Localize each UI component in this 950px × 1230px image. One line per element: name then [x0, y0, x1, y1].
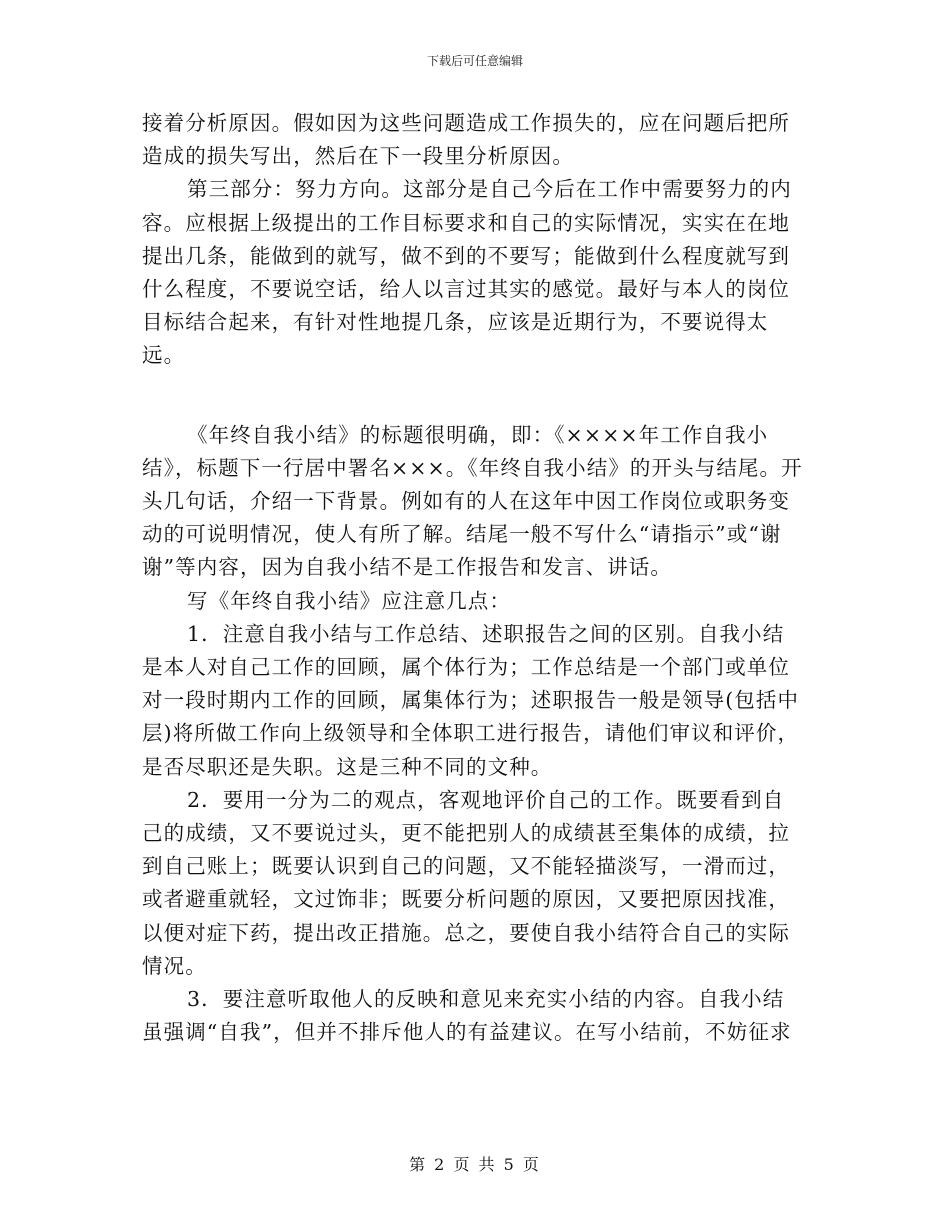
paragraph-point-2: 2．要用一分为二的观点，客观地评价自己的工作。既要看到自己的成绩，又不要说过头，更不能把别人的成绩甚至集体的成绩，拉到自己账上；既要认识到自己的问题，又不能轻描淡写，一滑而过，或者避重就轻，文过饰非；既要分析问题的原因，又要把原因找准，以便对症下药，提出改正措施。总之，要使自我小结符合自己的实际情况。 [142, 787, 790, 978]
document-body [142, 107, 804, 1049]
paragraph-point-3: 3．要注意听取他人的反映和意见来充实小结的内容。自我小结虽强调“自我”，但并不排斥他人的有益建议。在写小结前，不妨征求 [142, 987, 792, 1045]
paragraph-point-1: 1．注意自我小结与工作总结、述职报告之间的区别。自我小结是本人对自己工作的回顾，属个体行为；工作总结是一个部门或单位对一段时期内工作的回顾，属集体行为；述职报告一般是领导(包括中层)将所做工作向上级领导和全体职工进行报告，请他们审议和评价，是否尽职还是失职。这是三种不同的文种。 [142, 621, 800, 779]
paragraph-title-format: 《年终自我小结》的标题很明确，即：《××××年工作自我小结》，标题下一行居中署名×××。《年终自我小结》的开头与结尾。开头几句话，介绍一下背景。例如有的人在这年中因工作岗位或职务变动的可说明情况，使人有所了解。结尾一般不写什么“请指示”或“谢谢”等内容，因为自我小结不是工作报告和发言、讲话。 [142, 422, 803, 580]
page-number: 第 2 页 共 5 页 [409, 1155, 541, 1174]
paragraph-cause-analysis: 接着分析原因。假如因为这些问题造成工作损失的，应在问题后把所造成的损失写出，然后在下一段里分析原因。 [142, 111, 790, 169]
page-header-note: 下载后可任意编辑 [426, 54, 523, 68]
paragraph-part-three: 第三部分：努力方向。这部分是自己今后在工作中需要努力的内容。应根据上级提出的工作目标要求和自己的实际情况，实实在在地提出几条，能做到的就写，做不到的不要写；能做到什么程度就写到什么程度，不要说空话，给人以言过其实的感觉。最好与本人的岗位目标结合起来，有针对性地提几条，应该是近期行为，不要说得太远。 [142, 177, 792, 368]
paragraph-notes-intro: 写《年终自我小结》应注意几点： [187, 588, 511, 613]
paragraph-gap [142, 373, 804, 419]
